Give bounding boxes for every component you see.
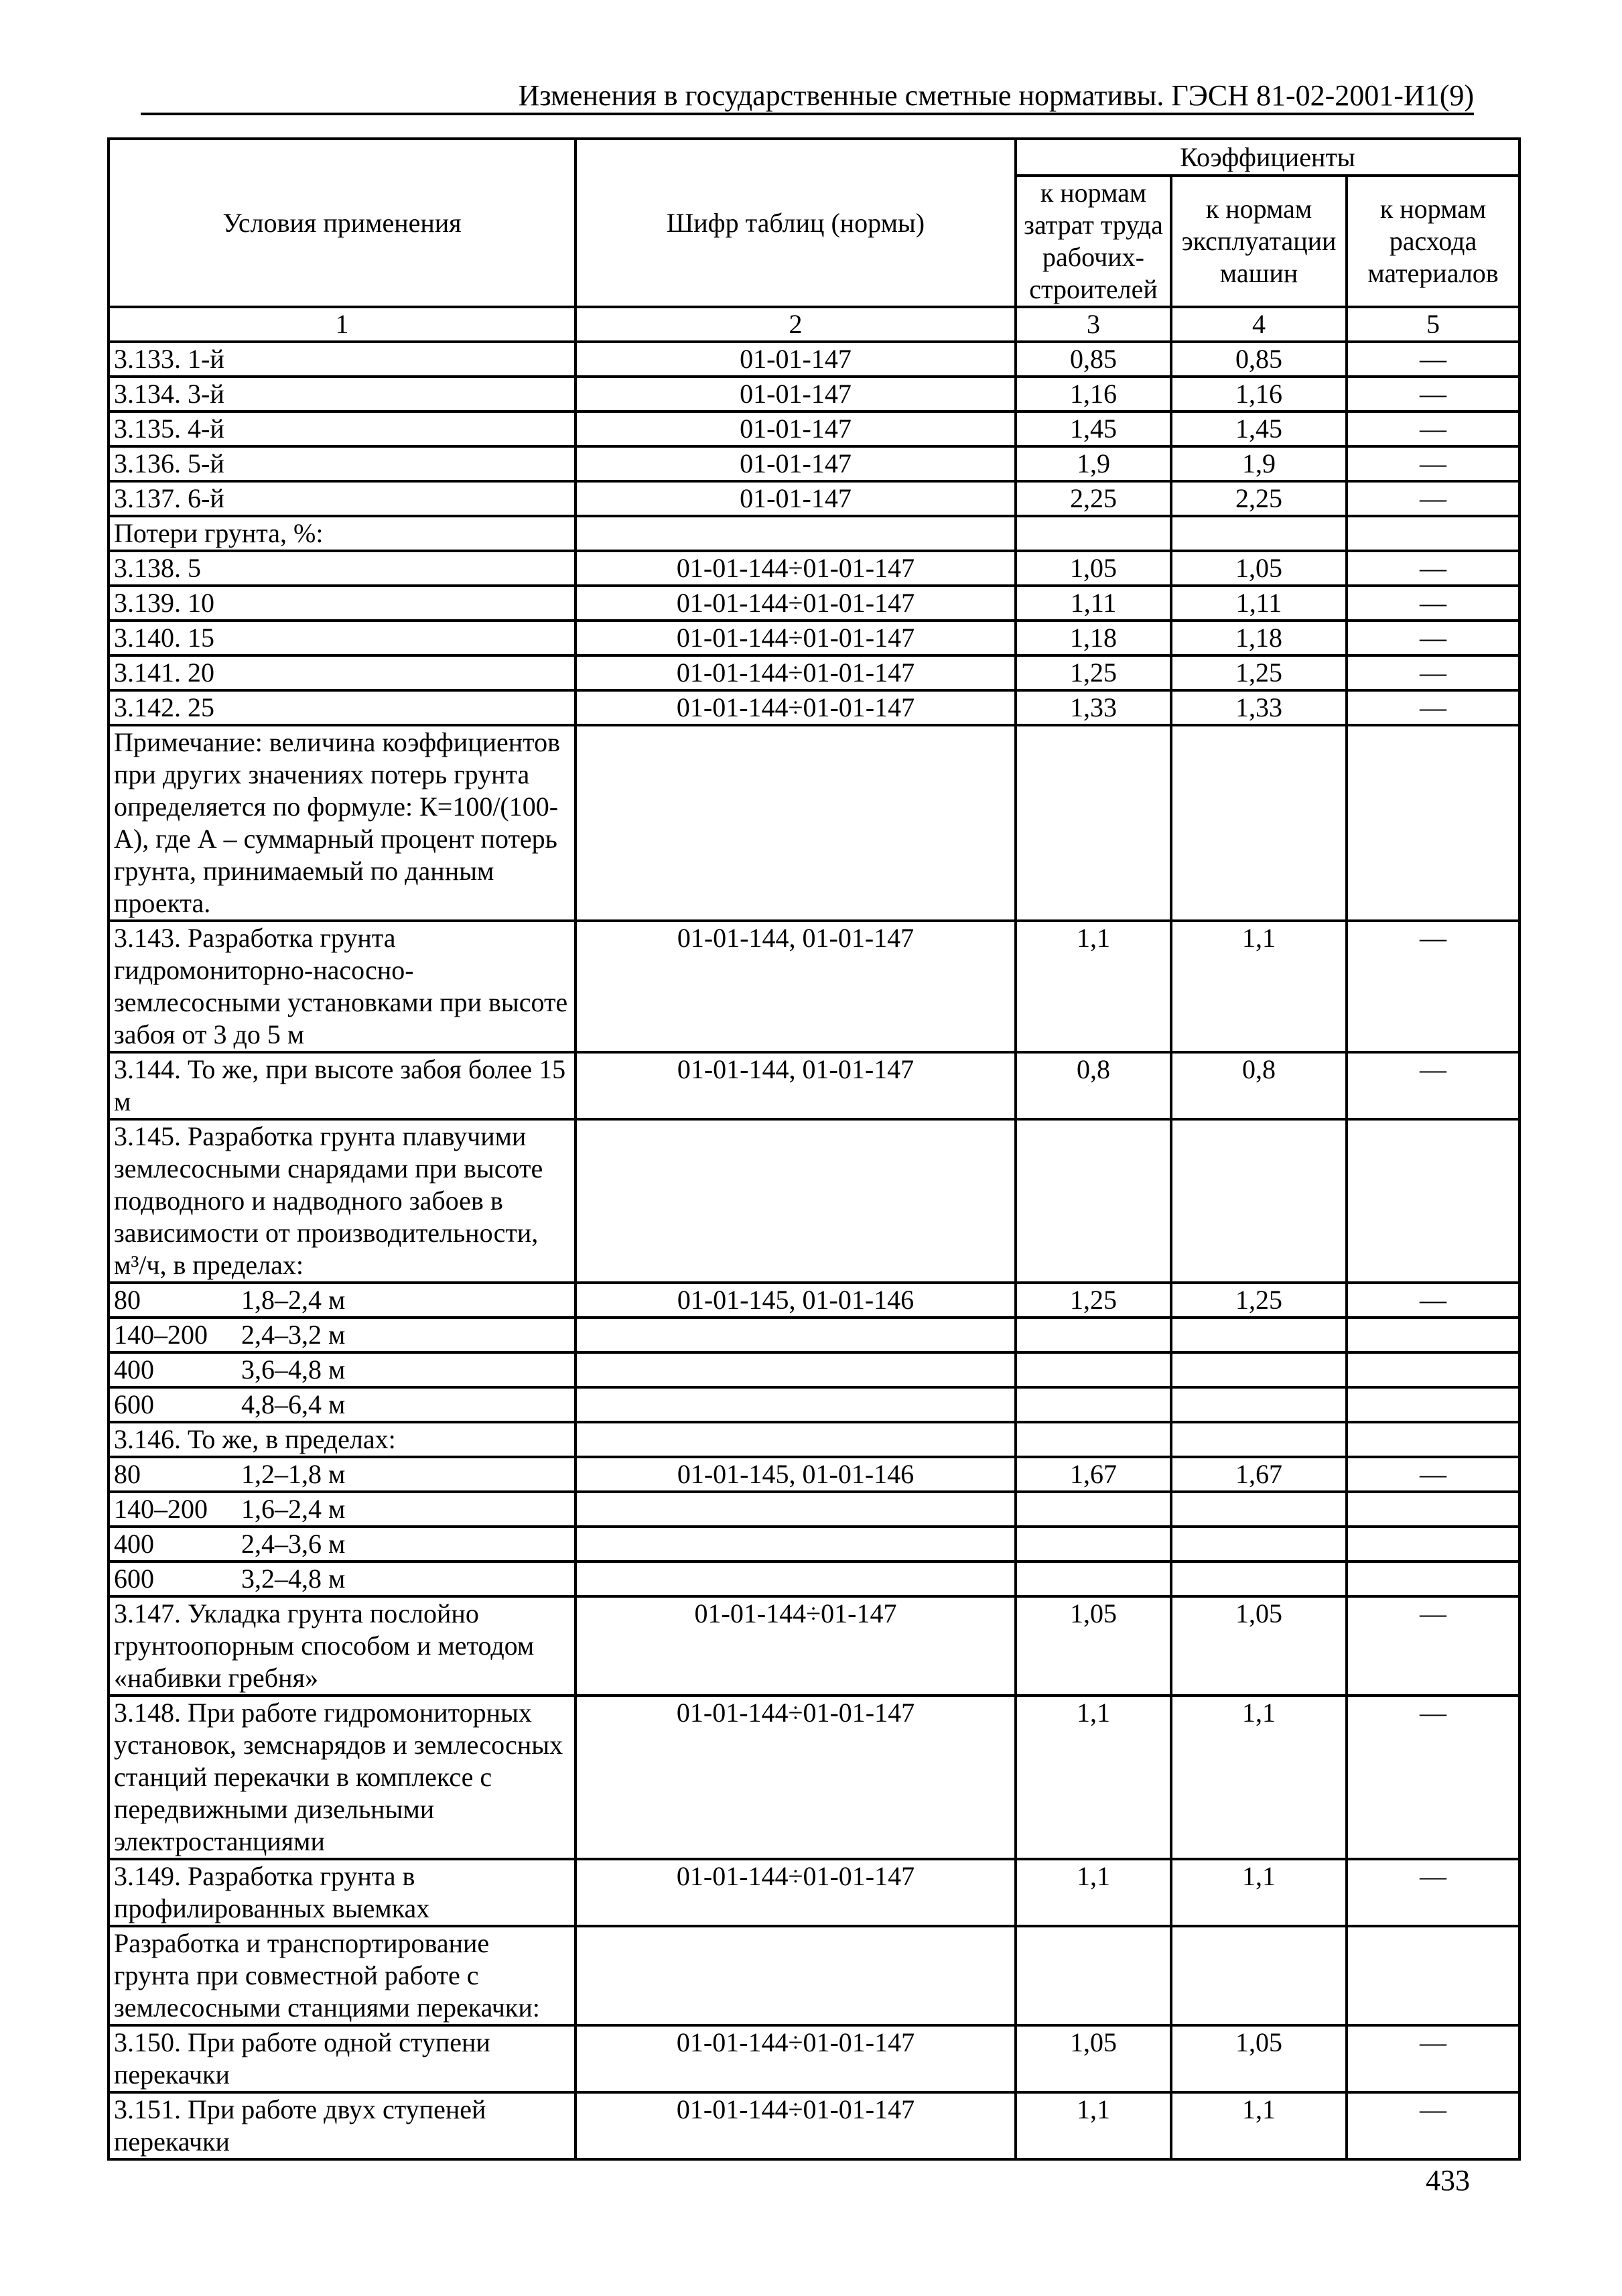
condition-cell: Потери грунта, %: [109, 516, 576, 551]
code-cell: 01-01-144÷01-01-147 [576, 551, 1016, 586]
code-cell [576, 1561, 1016, 1596]
material-coef-cell [1347, 1492, 1519, 1527]
code-cell [576, 516, 1016, 551]
code-cell: 01-01-144÷01-01-147 [576, 621, 1016, 655]
material-coef-cell: — [1347, 2025, 1519, 2092]
machine-coef-cell: 1,9 [1171, 446, 1347, 481]
column-number: 3 [1016, 307, 1171, 342]
code-cell: 01-01-145, 01-01-146 [576, 1283, 1016, 1318]
labor-coef-cell: 1,05 [1016, 2025, 1171, 2092]
machine-coef-cell: 1,1 [1171, 921, 1347, 1052]
table-row [109, 1527, 1519, 1561]
labor-coef-cell [1016, 1527, 1171, 1561]
column-number: 5 [1347, 307, 1519, 342]
material-coef-cell: — [1347, 1283, 1519, 1318]
material-coef-cell: — [1347, 1052, 1519, 1119]
material-coef-cell: — [1347, 1859, 1519, 1926]
code-cell [576, 725, 1016, 921]
condition-cell: 3.147. Укладка грунта послойно грунтоопорным способом и методом «набивки гребня» [109, 1596, 576, 1696]
material-coef-cell [1347, 516, 1519, 551]
machine-coef-cell: 1,1 [1171, 2092, 1347, 2159]
labor-coef-cell [1016, 1352, 1171, 1387]
page-header [141, 79, 1474, 115]
labor-coef-cell [1016, 1318, 1171, 1352]
table-row [109, 921, 1519, 1052]
machine-coef-cell: 1,33 [1171, 690, 1347, 725]
material-coef-cell: — [1347, 621, 1519, 655]
labor-coef-cell: 2,25 [1016, 481, 1171, 516]
condition-cell: 3.139. 10 [109, 586, 576, 621]
code-cell [576, 1119, 1016, 1283]
column-number: 2 [576, 307, 1016, 342]
code-cell: 01-01-147 [576, 481, 1016, 516]
condition-cell: 3.142. 25 [109, 690, 576, 725]
table-row [109, 1387, 1519, 1422]
code-cell: 01-01-147 [576, 411, 1016, 446]
condition-cell: 3.135. 4-й [109, 411, 576, 446]
labor-coef-cell: 1,05 [1016, 1596, 1171, 1696]
machine-coef-cell: 0,85 [1171, 342, 1347, 377]
labor-coef-cell: 1,05 [1016, 551, 1171, 586]
code-cell: 01-01-144÷01-01-147 [576, 586, 1016, 621]
productivity-value: 80 [114, 1459, 141, 1489]
code-cell: 01-01-144, 01-01-147 [576, 1052, 1016, 1119]
height-range: 3,2–4,8 м [241, 1564, 346, 1594]
productivity-value: 400 [114, 1529, 154, 1559]
material-coef-cell: — [1347, 481, 1519, 516]
machine-coef-cell: 1,1 [1171, 1696, 1347, 1859]
table-row [109, 516, 1519, 551]
material-coef-cell: — [1347, 1457, 1519, 1492]
material-coef-cell [1347, 1926, 1519, 2025]
labor-coef-cell: 1,1 [1016, 921, 1171, 1052]
labor-coef-cell: 1,18 [1016, 621, 1171, 655]
condition-cell [109, 1318, 576, 1352]
table-row [109, 481, 1519, 516]
header-conditions: Условия применения [109, 139, 576, 307]
machine-coef-cell [1171, 1527, 1347, 1561]
material-coef-cell: — [1347, 342, 1519, 377]
height-range: 2,4–3,2 м [241, 1320, 346, 1350]
labor-coef-cell: 1,25 [1016, 1283, 1171, 1318]
material-coef-cell [1347, 1561, 1519, 1596]
material-coef-cell: — [1347, 446, 1519, 481]
coefficients-table [107, 137, 1521, 2161]
table-row [109, 1596, 1519, 1696]
code-cell [576, 1422, 1016, 1457]
code-cell: 01-01-144÷01-01-147 [576, 1859, 1016, 1926]
material-coef-cell [1347, 1422, 1519, 1457]
material-coef-cell: — [1347, 377, 1519, 411]
labor-coef-cell: 1,67 [1016, 1457, 1171, 1492]
table-row [109, 446, 1519, 481]
labor-coef-cell [1016, 1492, 1171, 1527]
labor-coef-cell: 1,33 [1016, 690, 1171, 725]
machine-coef-cell: 0,8 [1171, 1052, 1347, 1119]
height-range: 1,2–1,8 м [241, 1459, 346, 1489]
header-title: Изменения в государственные сметные нормативы. ГЭСН 81-02-2001-И1(9) [518, 79, 1474, 112]
condition-cell: 3.140. 15 [109, 621, 576, 655]
table-row [109, 2025, 1519, 2092]
machine-coef-cell: 1,1 [1171, 1859, 1347, 1926]
code-cell: 01-01-144÷01-01-147 [576, 655, 1016, 690]
labor-coef-cell: 1,16 [1016, 377, 1171, 411]
machine-coef-cell: 1,67 [1171, 1457, 1347, 1492]
code-cell: 01-01-147 [576, 446, 1016, 481]
condition-cell [109, 1492, 576, 1527]
table-row [109, 2092, 1519, 2159]
material-coef-cell: — [1347, 690, 1519, 725]
condition-cell: 3.144. То же, при высоте забоя более 15 м [109, 1052, 576, 1119]
machine-coef-cell [1171, 1422, 1347, 1457]
table-row [109, 1318, 1519, 1352]
table-row [109, 1859, 1519, 1926]
material-coef-cell [1347, 1119, 1519, 1283]
condition-cell: Разработка и транспортирование грунта при совместной работе с землесосными станциями перекачки: [109, 1926, 576, 2025]
condition-cell: 3.148. При работе гидромониторных установок, земснарядов и землесосных станций перекачки в комплексе с передвижными дизельными электростанциями [109, 1696, 576, 1859]
header-materials: к нормам расхода материалов [1347, 176, 1519, 307]
condition-cell: 3.149. Разработка грунта в профилированных выемках [109, 1859, 576, 1926]
machine-coef-cell: 1,05 [1171, 2025, 1347, 2092]
table-row [109, 621, 1519, 655]
condition-cell: 3.143. Разработка грунта гидромониторно-насосно-землесосными установками при высоте забоя от 3 до 5 м [109, 921, 576, 1052]
code-cell: 01-01-144÷01-01-147 [576, 2092, 1016, 2159]
height-range: 1,6–2,4 м [241, 1494, 346, 1524]
labor-coef-cell [1016, 1561, 1171, 1596]
machine-coef-cell: 1,05 [1171, 551, 1347, 586]
code-cell [576, 1926, 1016, 2025]
material-coef-cell: — [1347, 2092, 1519, 2159]
table-row [109, 411, 1519, 446]
condition-cell [109, 1527, 576, 1561]
machine-coef-cell [1171, 1318, 1347, 1352]
table-row [109, 342, 1519, 377]
condition-cell: 3.133. 1-й [109, 342, 576, 377]
material-coef-cell [1347, 725, 1519, 921]
machine-coef-cell: 1,18 [1171, 621, 1347, 655]
material-coef-cell [1347, 1318, 1519, 1352]
table-row [109, 1926, 1519, 2025]
material-coef-cell: — [1347, 655, 1519, 690]
column-number: 4 [1171, 307, 1347, 342]
condition-cell [109, 1387, 576, 1422]
table-row [109, 377, 1519, 411]
labor-coef-cell [1016, 1422, 1171, 1457]
productivity-value: 600 [114, 1564, 154, 1594]
header-machines: к нормам эксплуатации машин [1171, 176, 1347, 307]
condition-cell [109, 1457, 576, 1492]
code-cell: 01-01-145, 01-01-146 [576, 1457, 1016, 1492]
table-row [109, 1696, 1519, 1859]
table-row [109, 551, 1519, 586]
machine-coef-cell: 1,11 [1171, 586, 1347, 621]
productivity-value: 400 [114, 1354, 154, 1385]
material-coef-cell [1347, 1527, 1519, 1561]
code-cell [576, 1387, 1016, 1422]
labor-coef-cell [1016, 725, 1171, 921]
machine-coef-cell [1171, 725, 1347, 921]
header-coefficients: Коэффициенты [1016, 139, 1519, 176]
material-coef-cell: — [1347, 411, 1519, 446]
machine-coef-cell: 1,25 [1171, 1283, 1347, 1318]
code-cell: 01-01-144÷01-147 [576, 1596, 1016, 1696]
material-coef-cell: — [1347, 1696, 1519, 1859]
condition-cell: 3.146. То же, в пределах: [109, 1422, 576, 1457]
productivity-value: 80 [114, 1285, 141, 1315]
material-coef-cell [1347, 1352, 1519, 1387]
machine-coef-cell [1171, 1119, 1347, 1283]
page-number: 433 [1426, 2164, 1470, 2197]
machine-coef-cell [1171, 1352, 1347, 1387]
labor-coef-cell: 1,25 [1016, 655, 1171, 690]
machine-coef-cell: 1,16 [1171, 377, 1347, 411]
labor-coef-cell: 1,1 [1016, 1696, 1171, 1859]
height-range: 2,4–3,6 м [241, 1529, 346, 1559]
code-cell: 01-01-144÷01-01-147 [576, 690, 1016, 725]
material-coef-cell: — [1347, 586, 1519, 621]
table-row [109, 1422, 1519, 1457]
table-row [109, 586, 1519, 621]
table-row [109, 1052, 1519, 1119]
condition-cell: 3.145. Разработка грунта плавучими землесосными снарядами при высоте подводного и надводного забоев в зависимости от производительности, м³/ч, в пределах: [109, 1119, 576, 1283]
machine-coef-cell [1171, 516, 1347, 551]
condition-cell: 3.151. При работе двух ступеней перекачки [109, 2092, 576, 2159]
code-cell: 01-01-144÷01-01-147 [576, 1696, 1016, 1859]
table-row [109, 1492, 1519, 1527]
code-cell [576, 1492, 1016, 1527]
machine-coef-cell: 1,45 [1171, 411, 1347, 446]
table-row [109, 725, 1519, 921]
material-coef-cell [1347, 1387, 1519, 1422]
machine-coef-cell [1171, 1561, 1347, 1596]
condition-cell [109, 1283, 576, 1318]
column-number: 1 [109, 307, 576, 342]
labor-coef-cell [1016, 1387, 1171, 1422]
labor-coef-cell: 1,1 [1016, 2092, 1171, 2159]
condition-cell: 3.136. 5-й [109, 446, 576, 481]
machine-coef-cell: 1,05 [1171, 1596, 1347, 1696]
table-body [109, 342, 1519, 2159]
code-cell: 01-01-147 [576, 377, 1016, 411]
material-coef-cell: — [1347, 921, 1519, 1052]
labor-coef-cell [1016, 1119, 1171, 1283]
labor-coef-cell: 1,45 [1016, 411, 1171, 446]
productivity-value: 140–200 [114, 1494, 208, 1524]
height-range: 3,6–4,8 м [241, 1354, 346, 1385]
table-row [109, 1561, 1519, 1596]
code-cell [576, 1318, 1016, 1352]
productivity-value: 140–200 [114, 1320, 208, 1350]
machine-coef-cell: 2,25 [1171, 481, 1347, 516]
code-cell: 01-01-144, 01-01-147 [576, 921, 1016, 1052]
material-coef-cell: — [1347, 551, 1519, 586]
productivity-value: 600 [114, 1389, 154, 1419]
condition-cell: 3.134. 3-й [109, 377, 576, 411]
material-coef-cell: — [1347, 1596, 1519, 1696]
table-row [109, 1457, 1519, 1492]
header-labor: к нормам затрат труда рабочих-строителей [1016, 176, 1171, 307]
table-row [109, 1352, 1519, 1387]
table-row [109, 690, 1519, 725]
labor-coef-cell: 1,1 [1016, 1859, 1171, 1926]
table-row [109, 1119, 1519, 1283]
labor-coef-cell [1016, 516, 1171, 551]
code-cell: 01-01-144÷01-01-147 [576, 2025, 1016, 2092]
labor-coef-cell: 1,9 [1016, 446, 1171, 481]
machine-coef-cell [1171, 1492, 1347, 1527]
machine-coef-cell [1171, 1926, 1347, 2025]
condition-cell: 3.150. При работе одной ступени перекачки [109, 2025, 576, 2092]
code-cell: 01-01-147 [576, 342, 1016, 377]
labor-coef-cell [1016, 1926, 1171, 2025]
condition-cell: Примечание: величина коэффициентов при других значениях потерь грунта определяется по формуле: К=100/(100-А), где А – суммарный процент потерь грунта, принимаемый по данным проекта. [109, 725, 576, 921]
height-range: 4,8–6,4 м [241, 1389, 346, 1419]
table-row [109, 655, 1519, 690]
condition-cell [109, 1561, 576, 1596]
condition-cell: 3.141. 20 [109, 655, 576, 690]
machine-coef-cell [1171, 1387, 1347, 1422]
labor-coef-cell: 1,11 [1016, 586, 1171, 621]
labor-coef-cell: 0,85 [1016, 342, 1171, 377]
condition-cell [109, 1352, 576, 1387]
condition-cell: 3.137. 6-й [109, 481, 576, 516]
machine-coef-cell: 1,25 [1171, 655, 1347, 690]
labor-coef-cell: 0,8 [1016, 1052, 1171, 1119]
table-row [109, 1283, 1519, 1318]
condition-cell: 3.138. 5 [109, 551, 576, 586]
code-cell [576, 1527, 1016, 1561]
code-cell [576, 1352, 1016, 1387]
column-numbers-row [109, 307, 1519, 342]
height-range: 1,8–2,4 м [241, 1285, 346, 1315]
header-cipher: Шифр таблиц (нормы) [576, 139, 1016, 307]
